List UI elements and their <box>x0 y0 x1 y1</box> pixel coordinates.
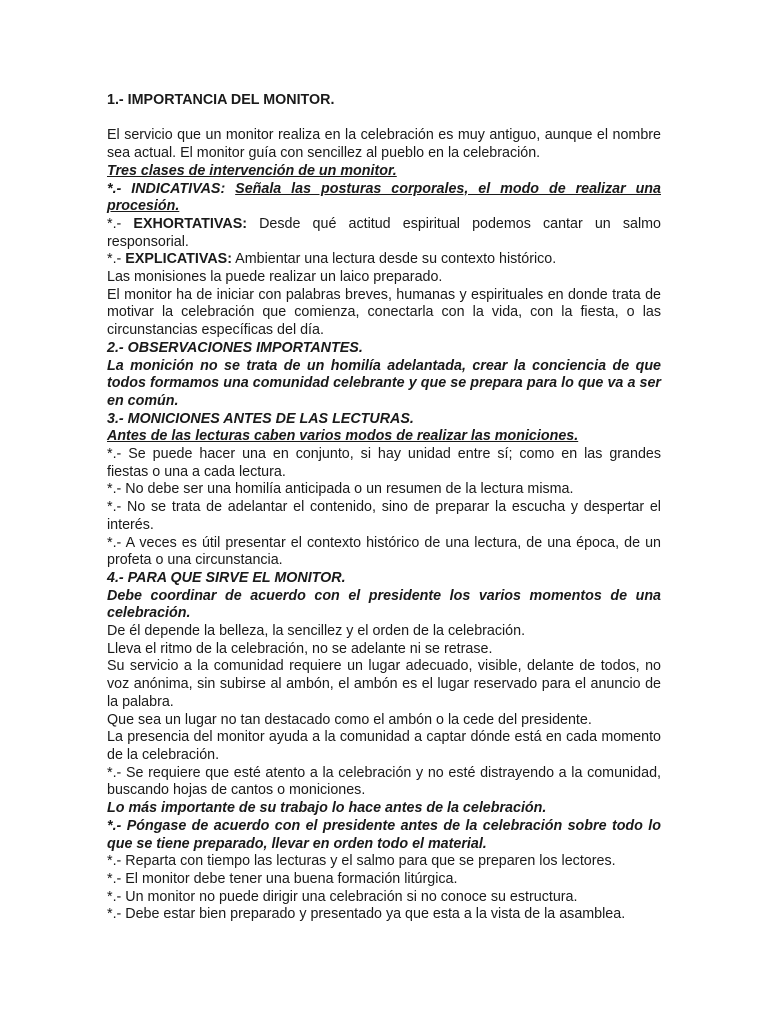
document-page <box>107 92 661 924</box>
explicativas-item <box>107 251 661 269</box>
list-item: *.- A veces es útil presentar el contexto histórico de una lectura, de una época, de un profeta o una circunstancia. <box>107 534 661 569</box>
spacer <box>107 110 661 128</box>
indicativas-text: Señala las posturas corporales, el modo de realizar una procesión. <box>107 180 661 215</box>
iniciar-paragraph: El monitor ha de iniciar con palabras breves, humanas y espirituales en donde trata de motivar la celebración que comienza, conectarla con la vida, con la fiesta, o las circunstancias específicas del día. <box>107 286 661 339</box>
section-2-heading: 2.- OBSERVACIONES IMPORTANTES. <box>107 339 363 356</box>
explicativas-label: EXPLICATIVAS: <box>125 251 232 268</box>
list-item: *.- El monitor debe tener una buena formación litúrgica. <box>107 870 458 887</box>
section-4-heading: 4.- PARA QUE SIRVE EL MONITOR. <box>107 569 346 586</box>
list-item: *.- Debe estar bien preparado y presentado ya que esta a la vista de la asamblea. <box>107 906 626 923</box>
explicativas-text: Ambientar una lectura desde su contexto histórico. <box>231 251 557 268</box>
bullet-prefix: *.- <box>107 251 126 268</box>
indicativas-label: INDICATIVAS: <box>131 180 226 197</box>
section-3-subheading: Antes de las lecturas caben varios modos de realizar las moniciones. <box>107 428 579 445</box>
section-4-bold-paragraph-3: *.- Póngase de acuerdo con el presidente antes de la celebración sobre todo lo que se tiene preparado, llevar en orden todo el material. <box>107 817 661 852</box>
paragraph: Su servicio a la comunidad requiere un lugar adecuado, visible, delante de todos, no voz anónima, sin subirse al ambón, el ambón es el lugar reservado para el anuncio de la palabra. <box>107 658 661 710</box>
bullet-prefix: *.- <box>107 215 134 232</box>
list-item: *.- No debe ser una homilía anticipada o un resumen de la lectura misma. <box>107 481 574 498</box>
bullet-prefix: *.- <box>107 180 132 197</box>
paragraph: Lleva el ritmo de la celebración, no se adelante ni se retrase. <box>107 640 493 657</box>
section-3-heading: 3.- MONICIONES ANTES DE LAS LECTURAS. <box>107 410 414 427</box>
section-2-text: La monición no se trata de un homilía adelantada, crear la conciencia de que todos formamos una comunidad celebrante y que se prepara para lo que va a ser en común. <box>107 357 661 409</box>
list-item: *.- Reparta con tiempo las lecturas y el salmo para que se preparen los lectores. <box>107 853 616 870</box>
types-heading: Tres clases de intervención de un monitor. <box>107 162 397 179</box>
indicativas-item <box>107 181 661 216</box>
exhortativas-item <box>107 216 661 251</box>
exhortativas-text: Desde qué actitud espiritual podemos cantar un salmo responsorial. <box>107 215 661 250</box>
section-4-bold-paragraph-2: Lo más importante de su trabajo lo hace antes de la celebración. <box>107 800 547 817</box>
paragraph: Que sea un lugar no tan destacado como el ambón o la cede del presidente. <box>107 711 592 728</box>
exhortativas-label: EXHORTATIVAS: <box>133 215 247 232</box>
list-item: *.- Se puede hacer una en conjunto, si hay unidad entre sí; como en las grandes fiestas o una a cada lectura. <box>107 446 661 480</box>
paragraph: La presencia del monitor ayuda a la comunidad a captar dónde está en cada momento de la celebración. <box>107 729 661 763</box>
list-item: *.- No se trata de adelantar el contenido, sino de preparar la escucha y despertar el interés. <box>107 499 661 533</box>
list-item: *.- Un monitor no puede dirigir una celebración si no conoce su estructura. <box>107 888 578 905</box>
section-4-bold-paragraph: Debe coordinar de acuerdo con el presidente los varios momentos de una celebración. <box>107 587 661 622</box>
paragraph: *.- Se requiere que esté atento a la celebración y no esté distrayendo a la comunidad, buscando hojas de cantos o moniciones. <box>107 764 661 799</box>
intro-paragraph: El servicio que un monitor realiza en la celebración es muy antiguo, aunque el nombre sea actual. El monitor guía con sencillez al pueblo en la celebración. <box>107 127 661 162</box>
laico-paragraph: Las monisiones la puede realizar un laico preparado. <box>107 269 443 286</box>
paragraph: De él depende la belleza, la sencillez y el orden de la celebración. <box>107 623 526 640</box>
section-1-heading: 1.- IMPORTANCIA DEL MONITOR. <box>107 92 335 108</box>
